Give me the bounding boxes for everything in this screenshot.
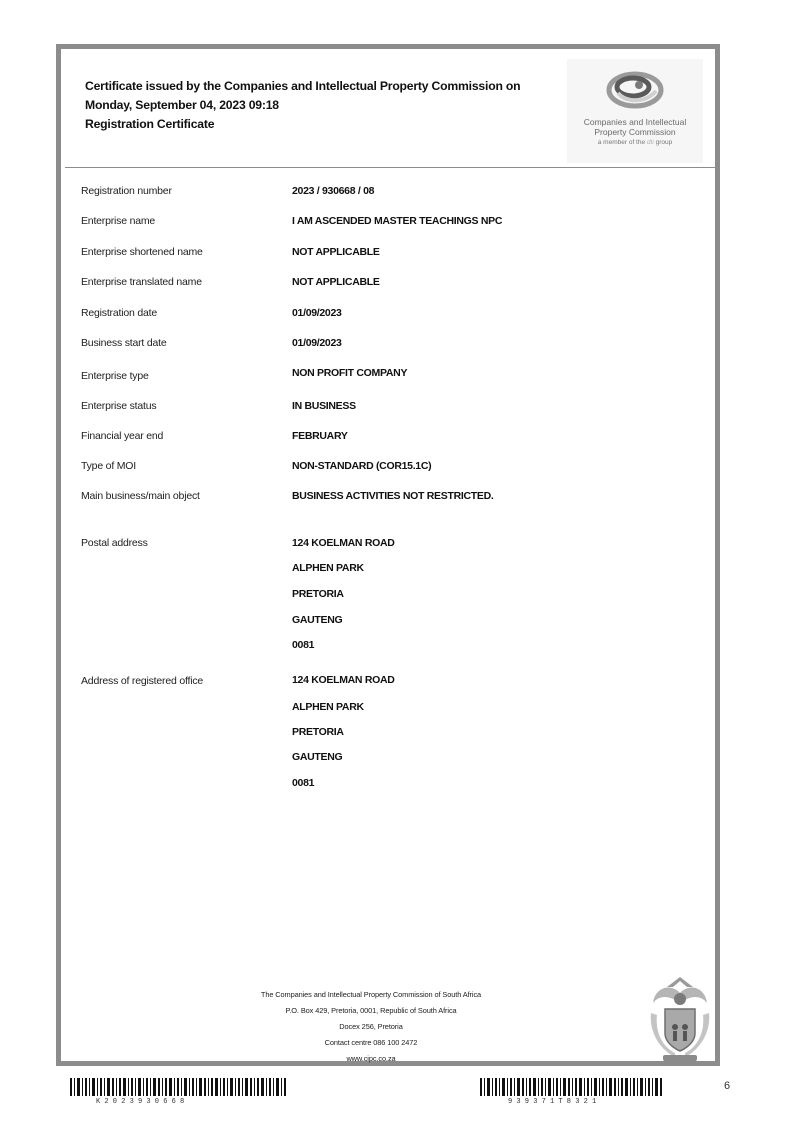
postal-address-line: 124 KOELMAN ROAD — [292, 537, 395, 549]
field-value: BUSINESS ACTIVITIES NOT RESTRICTED. — [292, 490, 494, 502]
certificate-frame — [56, 44, 720, 1066]
field-label: Enterprise translated name — [81, 276, 202, 288]
barcode-right-icon — [480, 1078, 670, 1104]
registered-office-line: ALPHEN PARK — [292, 701, 364, 713]
field-label: Enterprise name — [81, 215, 156, 227]
postal-address-line: ALPHEN PARK — [292, 562, 364, 574]
coat-of-arms-icon — [645, 973, 715, 1063]
field-label: Enterprise status — [81, 400, 157, 412]
footer-website: www.cipc.co.za — [346, 1054, 396, 1063]
logo-tagline — [567, 139, 703, 146]
footer-organisation: The Companies and Intellectual Property Commission of South Africa — [260, 990, 482, 999]
field-value: 01/09/2023 — [292, 307, 342, 319]
postal-address-line: PRETORIA — [292, 588, 344, 600]
issue-date-line: Monday, September 04, 2023 09:18 — [85, 98, 279, 112]
field-label: Business start date — [81, 337, 167, 349]
registered-office-label: Address of registered office — [81, 675, 204, 687]
logo-name-line2: Property Commission — [594, 127, 676, 137]
header-divider — [65, 167, 715, 168]
registered-office-line: 0081 — [292, 777, 315, 789]
field-value: I AM ASCENDED MASTER TEACHINGS NPC — [292, 215, 503, 227]
field-label: Enterprise type — [81, 370, 149, 382]
cipc-logo — [567, 59, 703, 163]
field-label: Registration number — [81, 185, 172, 197]
field-value: NOT APPLICABLE — [292, 246, 380, 258]
postal-address-line: GAUTENG — [292, 614, 343, 626]
registered-office-address — [81, 674, 701, 794]
registered-office-line: PRETORIA — [292, 726, 344, 738]
field-value: 01/09/2023 — [292, 337, 342, 349]
barcode-left-icon — [70, 1078, 290, 1104]
field-label: Type of MOI — [81, 460, 136, 472]
field-label: Financial year end — [81, 430, 164, 442]
issued-by-line: Certificate issued by the Companies and Intellectual Property Commission on — [85, 79, 521, 93]
cipc-swirl-logo-icon — [606, 67, 664, 113]
field-value: NON PROFIT COMPANY — [292, 367, 408, 379]
field-label: Registration date — [81, 307, 157, 319]
postal-address-line: 0081 — [292, 639, 315, 651]
barcode-right-text: 9 3 9 3 7 1 T 8 3 2 1 — [508, 1098, 597, 1104]
field-value: FEBRUARY — [292, 430, 348, 442]
field-value: IN BUSINESS — [292, 400, 356, 412]
logo-tagline-prefix: a member of the — [597, 139, 647, 146]
field-value: NOT APPLICABLE — [292, 276, 380, 288]
field-label: Main business/main object — [81, 490, 200, 502]
footer-contact-centre: Contact centre 086 100 2472 — [324, 1038, 418, 1047]
page-number: 6 — [724, 1080, 731, 1092]
footer-docex: Docex 256, Pretoria — [339, 1022, 403, 1031]
logo-name-line1: Companies and Intellectual — [583, 117, 687, 127]
certificate-header — [85, 77, 555, 134]
registered-office-line: 124 KOELMAN ROAD — [292, 674, 395, 686]
footer-po-box: P.O. Box 429, Pretoria, 0001, Republic of South Africa — [285, 1006, 457, 1015]
logo-organisation-name — [567, 117, 703, 137]
field-label: Enterprise shortened name — [81, 246, 203, 258]
footer-contact-block — [211, 987, 531, 1067]
postal-address-label: Postal address — [81, 537, 148, 549]
logo-tagline-accent: dti — [646, 139, 654, 146]
postal-address — [81, 537, 701, 657]
barcode-left-text: K 2 0 2 3 9 3 0 6 6 8 — [96, 1098, 185, 1104]
certificate-type: Registration Certificate — [85, 117, 215, 131]
field-value: NON-STANDARD (COR15.1C) — [292, 460, 432, 472]
field-value: 2023 / 930668 / 08 — [292, 185, 375, 197]
logo-tagline-suffix: group — [653, 139, 673, 146]
registered-office-line: GAUTENG — [292, 751, 343, 763]
